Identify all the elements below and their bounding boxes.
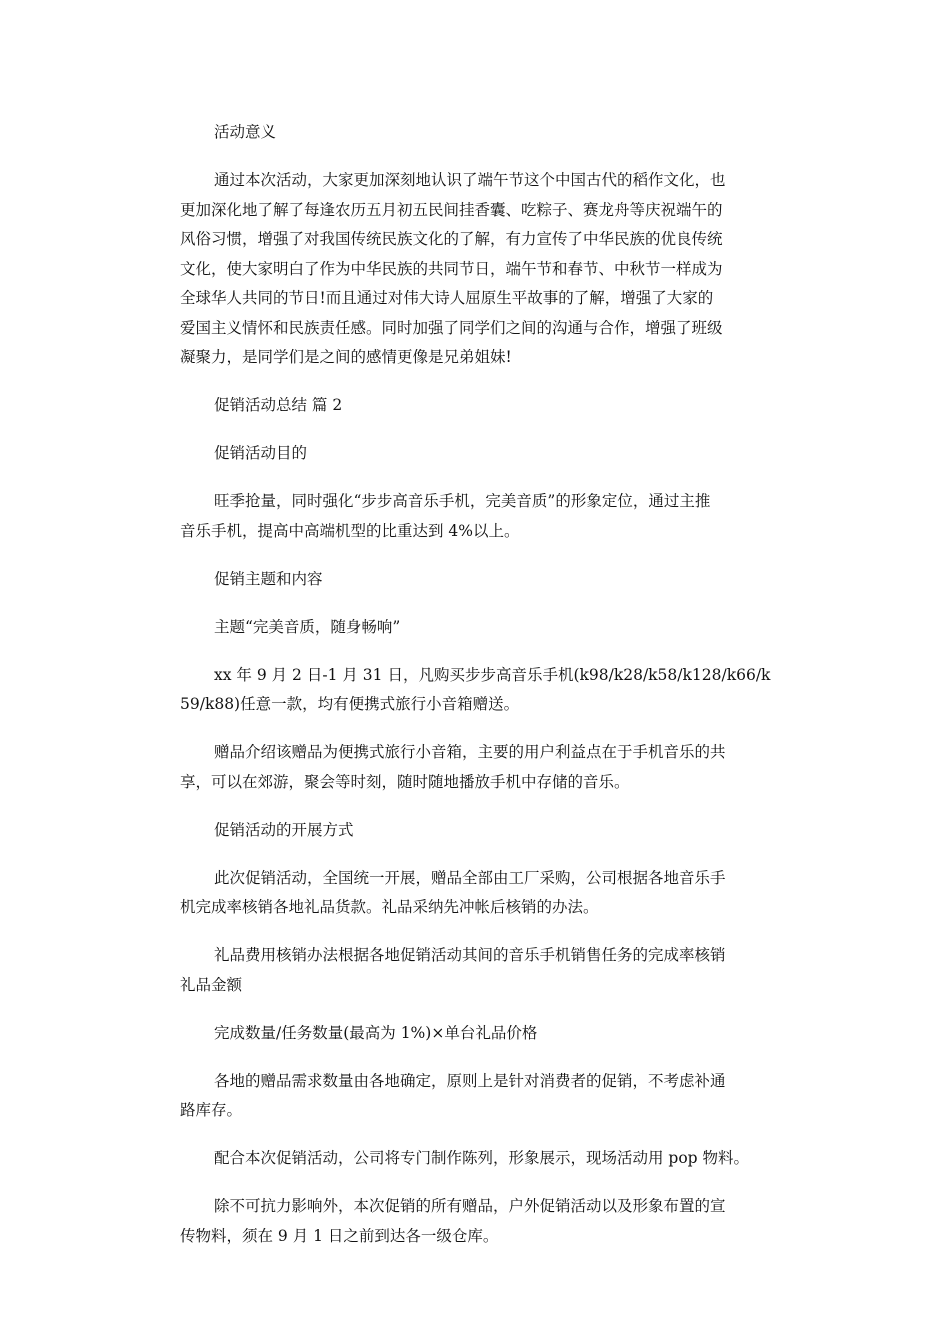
paragraph	[180, 816, 775, 846]
paragraph	[180, 1067, 775, 1126]
text-line: 礼品金额	[180, 975, 243, 994]
text-line: xx 年 9 月 2 日-1 月 31 日，凡购买步步高音乐手机(k98/k28/k58/k128/k66/k	[214, 665, 771, 684]
text-line: 机完成率核销各地礼品货款。礼品采纳先冲帐后核销的办法。	[180, 898, 599, 916]
text-line: 完成数量/任务数量(最高为 1%)×单台礼品价格	[214, 1023, 538, 1042]
paragraph	[180, 864, 775, 923]
text-line: 更加深化地了解了每逢农历五月初五民间挂香囊、吃粽子、赛龙舟等庆祝端午的	[180, 200, 723, 219]
paragraph	[180, 1144, 775, 1174]
text-line: 促销活动总结 篇 2	[214, 396, 343, 414]
text-line: 配合本次促销活动，公司将专门制作陈列，形象展示，现场活动用 pop 物料。	[214, 1149, 750, 1167]
paragraph	[180, 118, 775, 148]
paragraph	[180, 738, 775, 797]
document-page	[180, 118, 775, 1270]
text-line: 传物料，须在 9 月 1 日之前到达各一级仓库。	[180, 1226, 499, 1245]
paragraph	[180, 565, 775, 595]
text-line: 凝聚力，是同学们是之间的感情更像是兄弟姐妹!	[180, 348, 512, 366]
text-line: 礼品费用核销办法根据各地促销活动其间的音乐手机销售任务的完成率核销	[214, 946, 726, 964]
paragraph	[180, 1019, 775, 1049]
text-line: 促销活动目的	[214, 444, 308, 462]
text-line: 路库存。	[180, 1101, 243, 1119]
paragraph	[180, 1192, 775, 1251]
paragraph	[180, 439, 775, 469]
paragraph	[180, 391, 775, 421]
text-line: 音乐手机，提高中高端机型的比重达到 4%以上。	[180, 521, 520, 540]
text-line: 各地的赠品需求数量由各地确定，原则上是针对消费者的促销，不考虑补通	[214, 1071, 726, 1090]
text-line: 享，可以在郊游，聚会等时刻，随时随地播放手机中存储的音乐。	[180, 772, 630, 791]
text-line: 促销活动的开展方式	[214, 820, 354, 839]
text-line: 59/k88)任意一款，均有便携式旅行小音箱赠送。	[180, 695, 520, 713]
paragraph	[180, 661, 775, 720]
text-line: 主题“完美音质，随身畅响”	[214, 617, 401, 636]
text-line: 风俗习惯，增强了对我国传统民族文化的了解，有力宣传了中华民族的优良传统	[180, 230, 723, 248]
text-line: 活动意义	[214, 123, 277, 141]
text-line: 促销主题和内容	[214, 569, 323, 588]
text-line: 赠品介绍该赠品为便携式旅行小音箱，主要的用户利益点在于手机音乐的共	[214, 743, 726, 761]
text-line: 旺季抢量，同时强化“步步高音乐手机，完美音质”的形象定位，通过主推	[214, 492, 711, 510]
text-line: 通过本次活动，大家更加深刻地认识了端午节这个中国古代的稻作文化，也	[214, 171, 726, 189]
text-line: 爱国主义情怀和民族责任感。同时加强了同学们之间的沟通与合作，增强了班级	[180, 318, 723, 337]
paragraph	[180, 166, 775, 373]
text-line: 此次促销活动，全国统一开展，赠品全部由工厂采购，公司根据各地音乐手	[214, 868, 726, 887]
text-line: 文化，使大家明白了作为中华民族的共同节日，端午节和春节、中秋节一样成为	[180, 259, 723, 278]
text-line: 除不可抗力影响外，本次促销的所有赠品，户外促销活动以及形象布置的宣	[214, 1197, 726, 1215]
paragraph	[180, 941, 775, 1000]
paragraph	[180, 613, 775, 643]
paragraph	[180, 487, 775, 546]
text-line: 全球华人共同的节日!而且通过对伟大诗人屈原生平故事的了解，增强了大家的	[180, 289, 714, 307]
